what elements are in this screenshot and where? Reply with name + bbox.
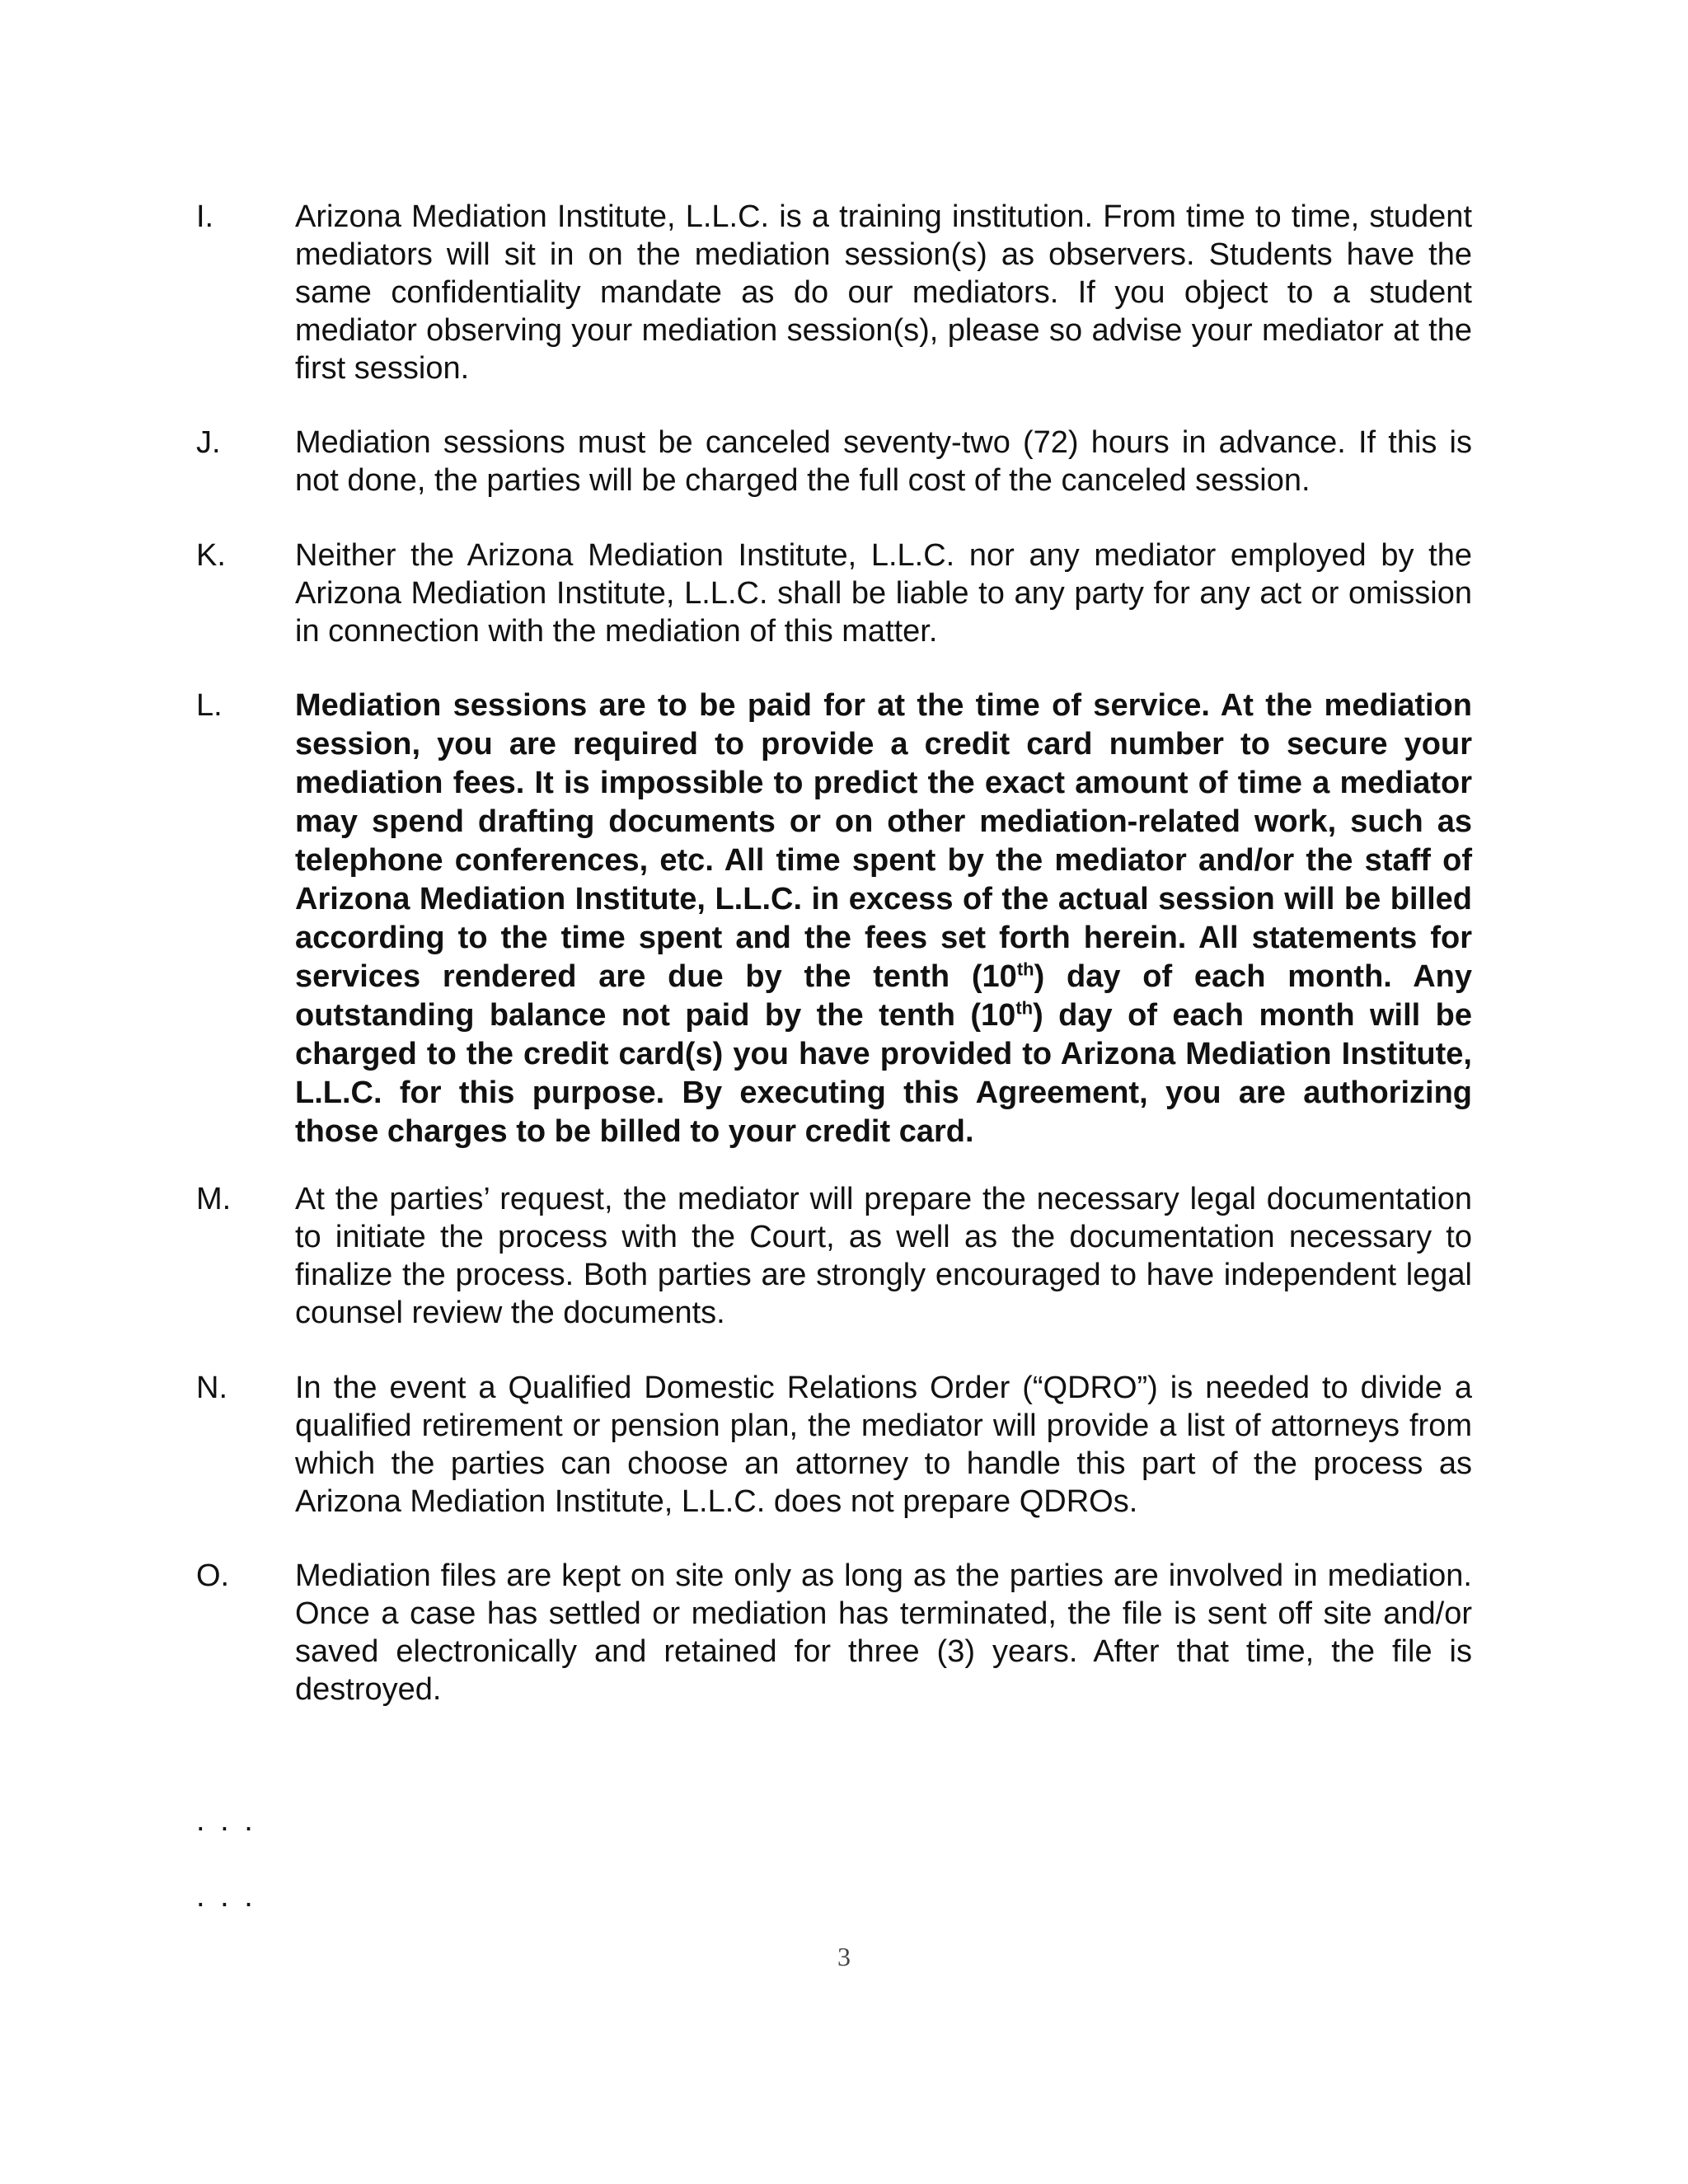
ellipsis-marker: . . . [196,1879,256,1914]
paragraph-text: Arizona Mediation Institute, L.L.C. is a training institution. From time to time, student mediators will sit in on the mediation session(s) as observers. Students have the same confidentiality mandate as do our mediators. If you object to a student mediator observing your mediation session(s), please so advise your mediator at the first session. [295,199,1472,386]
paragraph-text-part: ) day of each month will be charged to the credit card(s) you have provided to Arizona Mediation Institute, L.L.C. for this purpose. By executing this Agreement, you are authorizing those charges to be billed to your credit card. [295,998,1472,1149]
paragraph-letter: L. [196,688,223,723]
ordinal-suffix: th [1015,997,1034,1019]
paragraph-text: Mediation files are kept on site only as long as the parties are involved in mediation. Once a case has settled or mediation has terminated, the file is sent off site and/or saved electronically and retained for three (3) years. After that time, the file is destroyed. [295,1558,1472,1707]
paragraph-text-part: Mediation sessions are to be paid for at the time of service. At the mediation session, you are required to provide a credit card number to secure your mediation fees. It is impossible to predict the exact amount of time a mediator may spend drafting documents or on other mediation-related work, such as telephone conferences, etc. All time spent by the mediator and/or the staff of Arizona Mediation Institute, L.L.C. in excess of the actual session will be billed according to the time spent and the fees set forth herein. All statements for services rendered are due by the tenth (10 [295,688,1472,994]
paragraph-text-bold [295,687,1472,1151]
paragraph-text: At the parties’ request, the mediator will prepare the necessary legal documentation to initiate the process with the Court, as well as the documentation necessary to finalize the process. Both parties are strongly encouraged to have independent legal counsel review the documents. [295,1182,1472,1330]
paragraph-text: Neither the Arizona Mediation Institute, L.L.C. nor any mediator employed by the Arizona Mediation Institute, L.L.C. shall be liable to any party for any act or omission in connection with the mediation of this matter. [295,538,1472,649]
paragraph-text: In the event a Qualified Domestic Relations Order (“QDRO”) is needed to divide a qualified retirement or pension plan, the mediator will provide a list of attorneys from which the parties can choose an attorney to handle this part of the process as Arizona Mediation Institute, L.L.C. does not prepare QDROs. [295,1371,1472,1519]
paragraph-letter: N. [196,1371,227,1405]
paragraph-letter: K. [196,538,226,573]
paragraph-text-part: ) day of each month. Any outstanding balance not paid by the tenth (10 [295,959,1472,1033]
ordinal-suffix: th [1016,958,1034,980]
ellipsis-marker: . . . [196,1803,256,1838]
paragraph-letter: M. [196,1182,232,1216]
page-number: 3 [837,1942,851,1971]
paragraph-letter: O. [196,1558,230,1593]
paragraph-letter: I. [196,199,214,234]
paragraph-text: Mediation sessions must be canceled seventy-two (72) hours in advance. If this is not done, the parties will be charged the full cost of the canceled session. [295,425,1472,498]
paragraph-letter: J. [196,425,221,460]
